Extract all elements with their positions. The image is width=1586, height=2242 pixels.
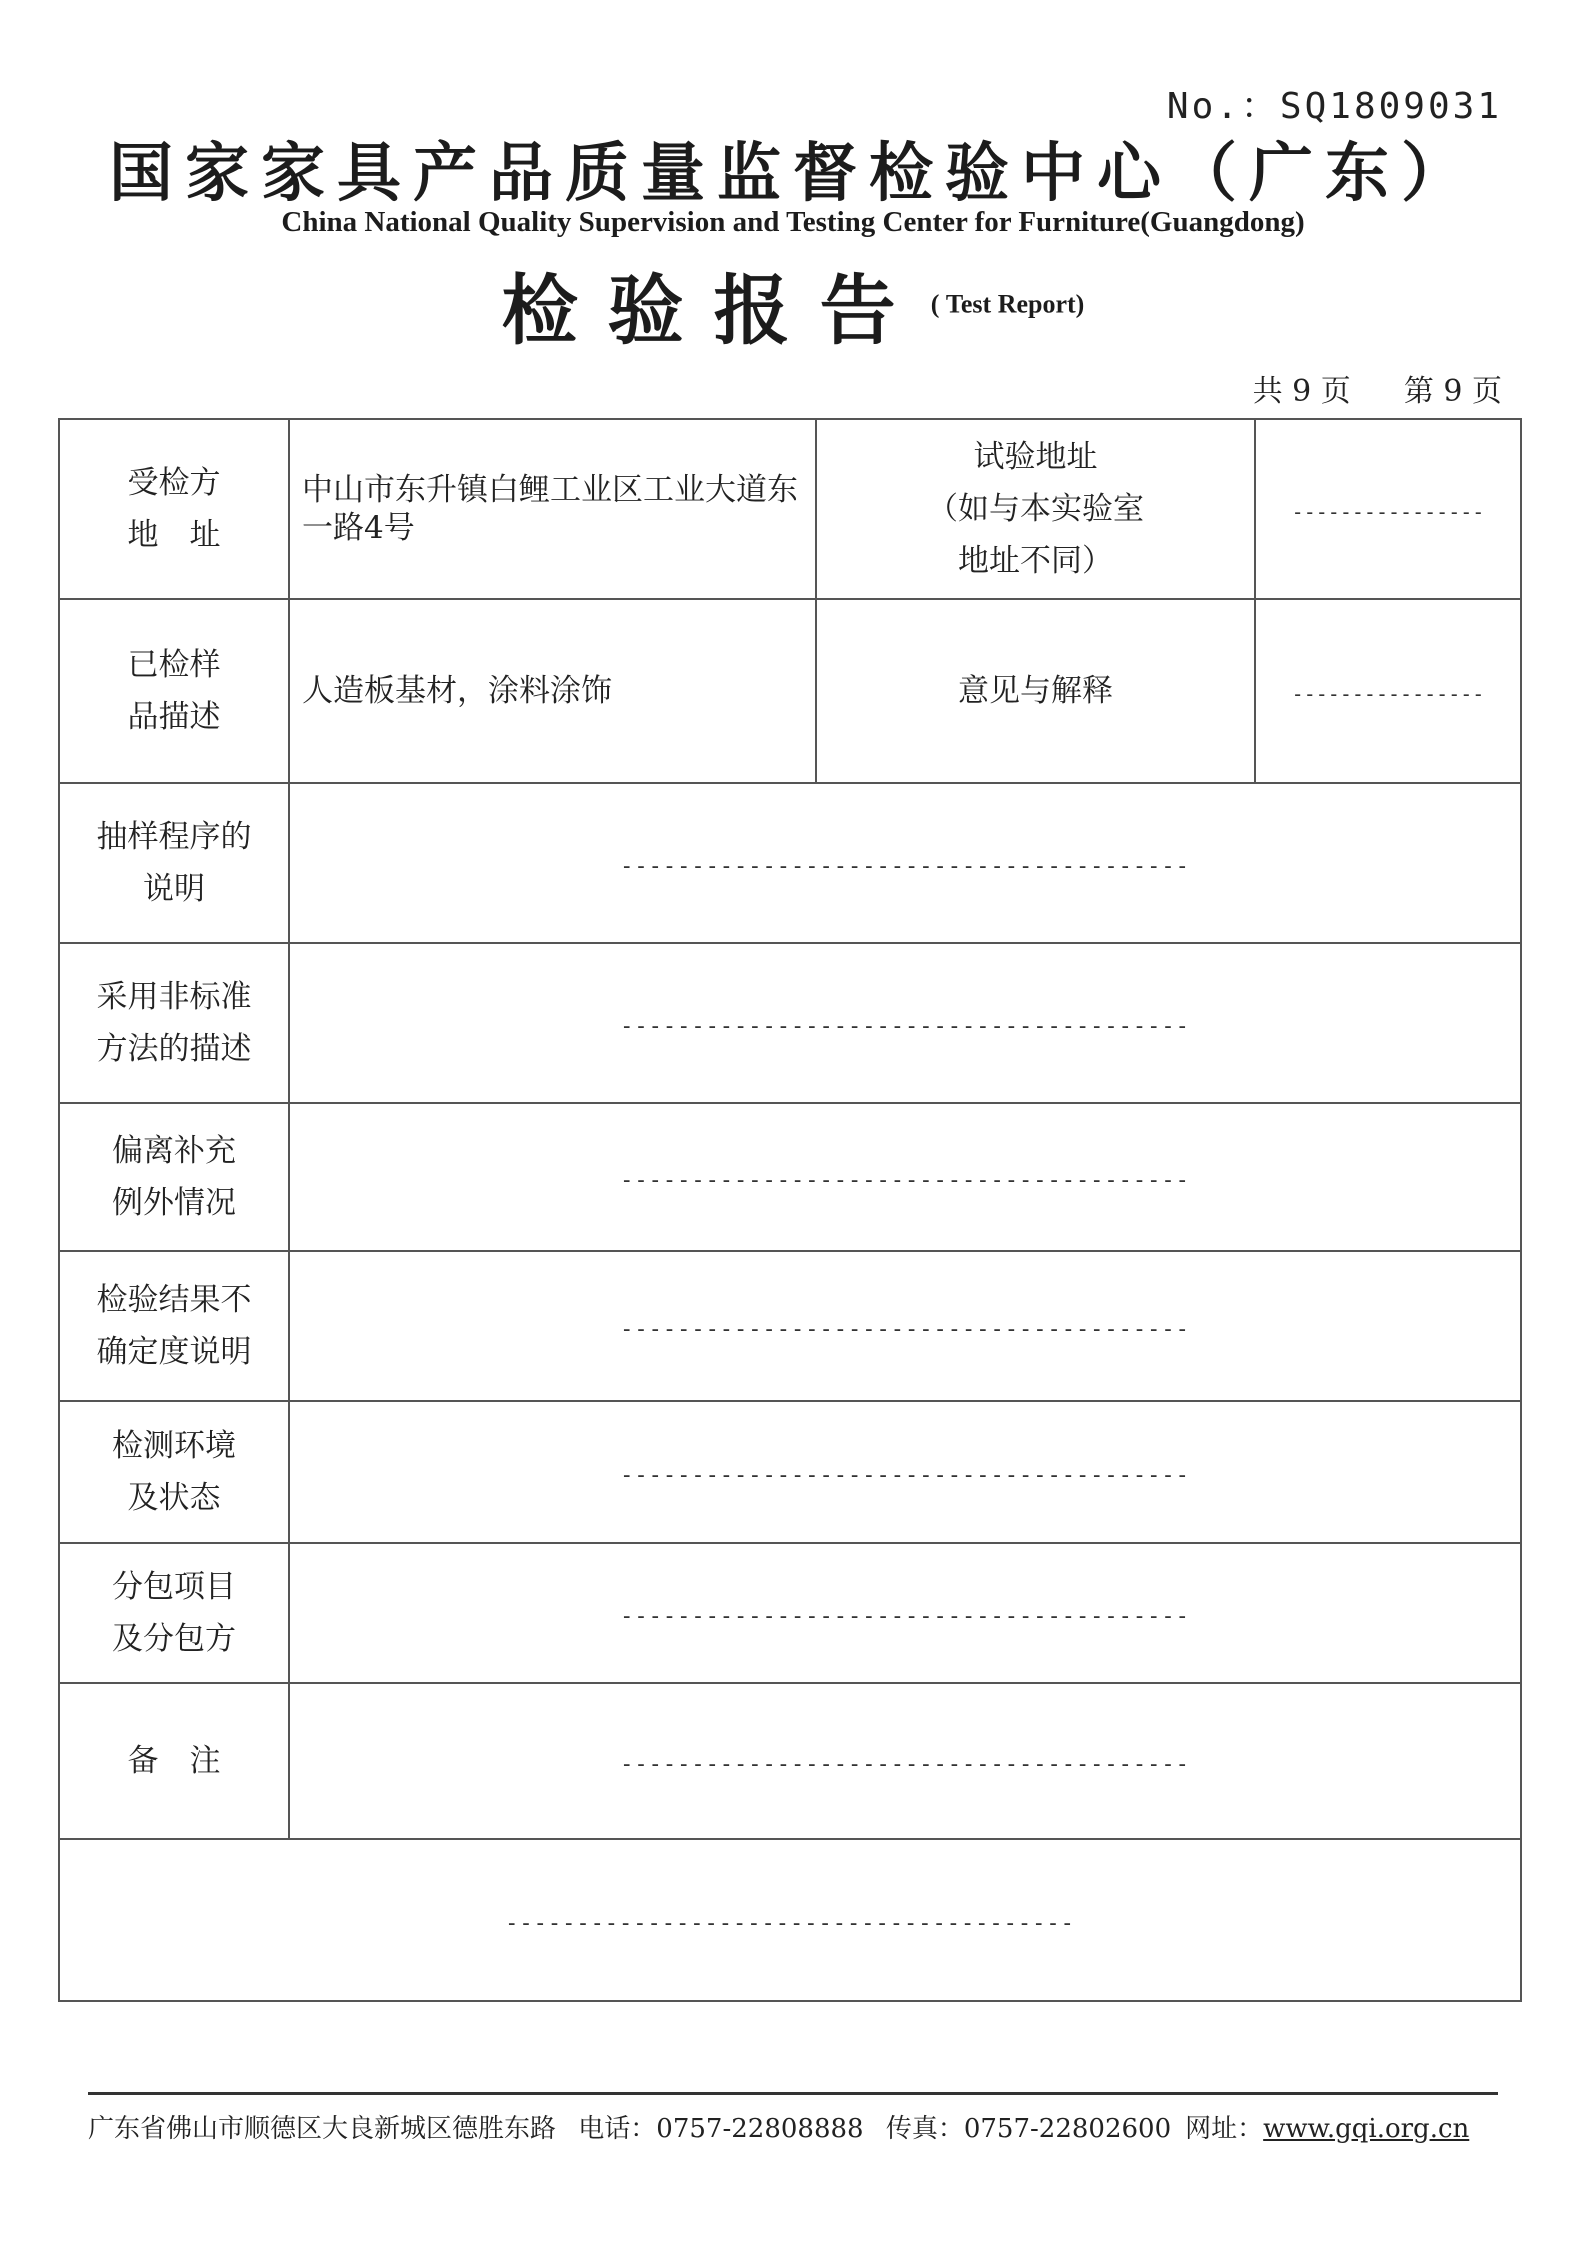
nonstandard-method-label: 采用非标准 方法的描述 (59, 943, 289, 1103)
deviation-value: ---------------------------------------- (289, 1103, 1521, 1251)
report-title-cn: 检验报告 (501, 266, 926, 355)
footer-fax: 传真：0757-22802600 (885, 2114, 1172, 2144)
deviation-label: 偏离补充 例外情况 (59, 1103, 289, 1251)
page-count (1253, 366, 1502, 410)
footer-website-label: 网址： (1185, 2114, 1264, 2144)
table-row (59, 783, 1521, 943)
center-name-en: China National Quality Supervision and Testing Center for Furniture(Guangdong) (281, 206, 1305, 238)
opinion-label: 意见与解释 (816, 599, 1255, 783)
report-table (58, 418, 1522, 2002)
uncertainty-label: 检验结果不 确定度说明 (59, 1251, 289, 1401)
footer-address: 广东省佛山市顺德区大良新城区德胜东路 (88, 2114, 557, 2144)
table-row (59, 1251, 1521, 1401)
subcontract-value: ---------------------------------------- (289, 1543, 1521, 1683)
report-number: No.：SQ1809031 (1166, 86, 1502, 127)
sample-description-value: 人造板基材，涂料涂饰 (289, 599, 816, 783)
sampling-procedure-label: 抽样程序的 说明 (59, 783, 289, 943)
report-title-en: ( Test Report) (930, 289, 1085, 319)
table-row (59, 1543, 1521, 1683)
uncertainty-value: ---------------------------------------- (289, 1251, 1521, 1401)
inspected-address-label: 受检方 地 址 (59, 419, 289, 599)
environment-value: ---------------------------------------- (289, 1401, 1521, 1543)
footer-divider (88, 2092, 1498, 2095)
footer-website-link[interactable]: www.gqi.org.cn (1263, 2114, 1470, 2144)
opinion-value: ---------------- (1255, 599, 1521, 783)
table-row (59, 419, 1521, 599)
table-row (59, 943, 1521, 1103)
test-address-value: ---------------- (1255, 419, 1521, 599)
table-row (59, 599, 1521, 783)
current-page: 第 9 页 (1403, 374, 1502, 409)
table-row (59, 1683, 1521, 1839)
report-title (0, 250, 1586, 359)
bottom-blank-row: ---------------------------------------- (59, 1839, 1521, 2001)
remarks-value: ---------------------------------------- (289, 1683, 1521, 1839)
nonstandard-method-value: ---------------------------------------- (289, 943, 1521, 1103)
environment-label: 检测环境 及状态 (59, 1401, 289, 1543)
sample-description-label: 已检样 品描述 (59, 599, 289, 783)
table-row (59, 1401, 1521, 1543)
center-name-cn: 国家家具产品质量监督检验中心（广东） (109, 136, 1477, 211)
total-pages: 共 9 页 (1252, 374, 1351, 409)
table-row (59, 1839, 1521, 2001)
remarks-label: 备 注 (59, 1683, 289, 1839)
sampling-procedure-value: ---------------------------------------- (289, 783, 1521, 943)
footer-phone: 电话：0757-22808888 (578, 2114, 864, 2144)
footer (88, 2108, 1498, 2145)
table-row (59, 1103, 1521, 1251)
subcontract-label: 分包项目 及分包方 (59, 1543, 289, 1683)
inspected-address-value: 中山市东升镇白鲤工业区工业大道东一路4号 (289, 419, 816, 599)
test-address-label: 试验地址 （如与本实验室 地址不同） (816, 419, 1255, 599)
